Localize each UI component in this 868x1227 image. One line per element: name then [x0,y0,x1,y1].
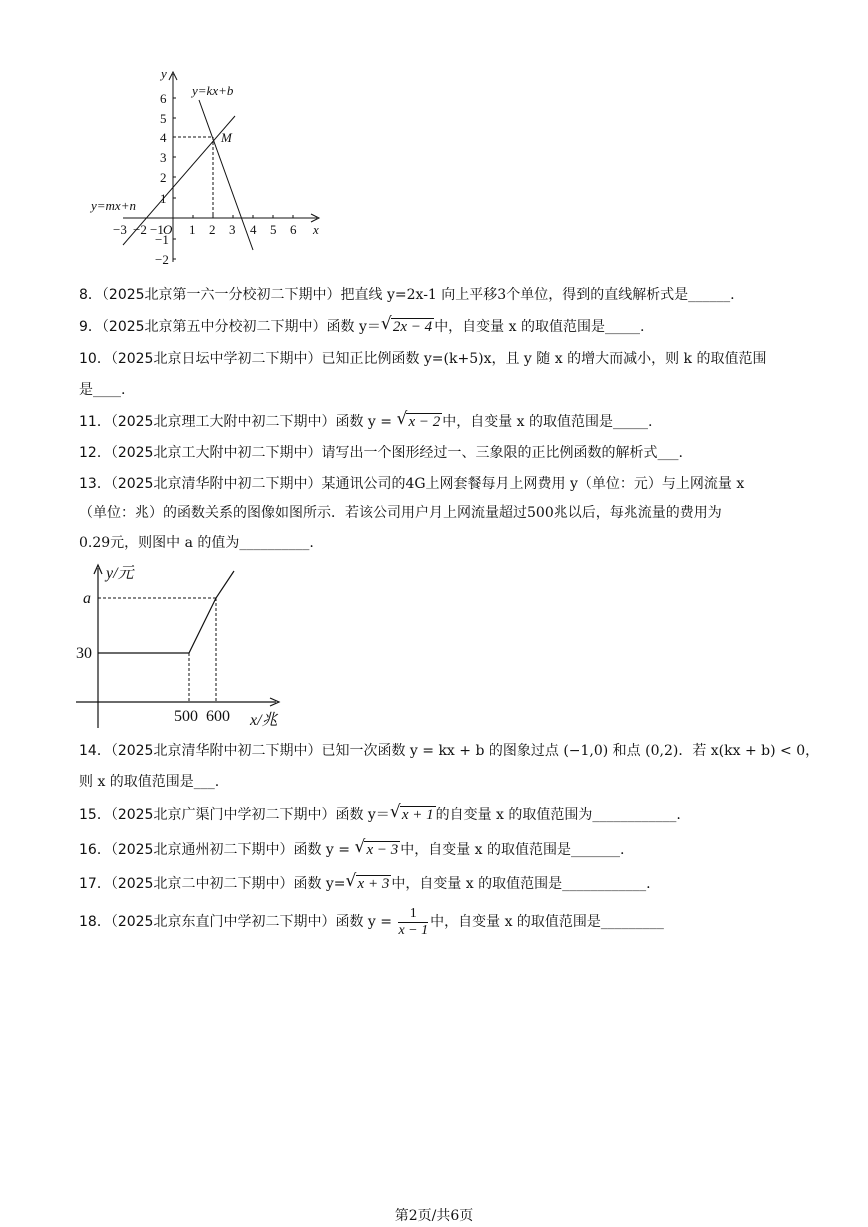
x-tick-3: 3 [229,222,236,237]
y-tick-neg1: −1 [155,232,169,247]
x-tick-6: 6 [290,222,297,237]
page-footer: 第2页/共6页 [394,1208,474,1224]
radicand: x + 1 [401,807,434,823]
question-9-post: 中，自变量 x 的取值范围是_____. [434,319,645,335]
x-label-500: 500 [174,708,198,725]
question-13-cont [79,503,722,523]
line-kx-plus-b-label: y=kx+b [192,83,234,98]
question-10-line1: 已知正比例函数 y=(k+5)x，且 y 随 x 的增大而减小，则 k 的取值范围 [321,351,767,367]
linear-functions-graph [85,62,335,272]
data-plan-graph [76,560,296,732]
question-11 [79,409,653,432]
question-12 [79,443,683,463]
x-tick-neg2: −2 [133,222,147,237]
numerator: 1 [398,906,428,923]
question-13 [79,474,744,494]
x-label-600: 600 [206,708,230,725]
question-17-source: 17．（2025北京二中初二下期中） [79,876,294,892]
line-kx-plus-b [199,100,253,250]
radicand: 2x − 4 [392,319,433,335]
question-9 [79,314,645,337]
y-tick-1: 1 [160,191,167,206]
y-label-a: a [83,590,91,607]
sqrt-expression: √ x − 3 [354,837,399,858]
sqrt-expression: √ x + 1 [389,802,434,823]
question-16-pre: 函数 y = [293,842,355,858]
question-14-source: 14．（2025北京清华附中初二下期中） [79,743,322,759]
question-9-source: 9．（2025北京第五中分校初二下期中） [79,319,327,335]
question-18-pre: 函数 y = [335,914,397,930]
question-17 [79,871,651,894]
question-8 [79,285,735,305]
x-tick-1: 1 [189,222,196,237]
question-13-line1: 某通讯公司的4G上网套餐每月上网费用 y（单位：元）与上网流量 x [321,476,745,492]
cost-line [98,571,234,653]
question-14-line1: 已知一次函数 y = kx + b 的图象过点 (−1,0) 和点 (0,2)．若 x(kx + b) < 0， [321,743,820,759]
question-18-post: 中，自变量 x 的取值范围是_________ [430,914,664,930]
origin-label: O [163,222,173,237]
question-15-post: 的自变量 x 的取值范围为____________. [435,807,681,823]
x-tick-5: 5 [270,222,277,237]
denominator: x − 1 [398,922,429,938]
question-17-pre: 函数 y= [293,876,346,892]
y-tick-4: 4 [160,130,167,145]
question-12-text: 请写出一个图形经过一、三象限的正比例函数的解析式___. [321,445,683,461]
question-10-source: 10．（2025北京日坛中学初二下期中） [79,351,322,367]
question-16-post: 中，自变量 x 的取值范围是_______. [400,842,625,858]
sqrt-expression: √ 2x − 4 [380,314,433,335]
question-10-cont [79,380,125,400]
question-13-source: 13．（2025北京清华附中初二下期中） [79,476,322,492]
x-axis-label: x/兆 [250,712,278,729]
fraction [398,906,428,939]
y-tick-3: 3 [160,150,167,165]
question-16 [79,837,625,860]
question-9-pre: 函数 y＝ [326,319,381,335]
question-17-post: 中，自变量 x 的取值范围是____________. [391,876,651,892]
x-tick-4: 4 [250,222,257,237]
question-10-line2: 是____. [79,382,126,398]
y-tick-neg2: −2 [155,252,169,267]
sqrt-expression: √ x + 3 [345,871,390,892]
question-16-source: 16．（2025北京通州初二下期中） [79,842,294,858]
radicand: x + 3 [357,876,390,892]
y-axis-label: y/元 [106,565,134,582]
y-tick-5: 5 [160,111,167,126]
x-tick-neg1: −1 [150,222,164,237]
point-m-label: M [221,130,232,145]
x-tick-2: 2 [209,222,216,237]
y-label-30: 30 [76,645,92,662]
question-11-source: 11．（2025北京理工大附中初二下期中） [79,414,336,430]
line-mx-plus-n-label: y=mx+n [91,198,136,213]
question-13-line3: 0.29元，则图中 a 的值为__________. [79,535,314,551]
radicand: x − 3 [366,842,399,858]
question-11-post: 中，自变量 x 的取值范围是_____. [442,414,653,430]
question-15-pre: 函数 y＝ [335,807,390,823]
x-axis-label: x [313,222,319,237]
question-10 [79,349,766,369]
question-8-source: 8．（2025北京第一六一分校初二下期中） [79,287,341,303]
question-13-cont2 [79,533,314,553]
y-axis-label: y [161,66,167,81]
question-15 [79,802,681,825]
sqrt-expression: √ x − 2 [396,409,441,430]
y-tick-6: 6 [160,91,167,106]
question-13-line2: （单位：兆）的函数关系的图像如图所示．若该公司用户月上网流量超过500兆以后，每兆流量的费用为 [79,505,722,521]
question-8-text: 把直线 y=2x-1 向上平移3个单位，得到的直线解析式是______. [340,287,735,303]
question-14 [79,741,819,761]
question-14-line2: 则 x 的取值范围是___. [79,774,220,790]
question-15-source: 15．（2025北京广渠门中学初二下期中） [79,807,336,823]
question-12-source: 12．（2025北京工大附中初二下期中） [79,445,322,461]
y-tick-2: 2 [160,170,167,185]
x-tick-neg3: −3 [113,222,127,237]
question-11-pre: 函数 y = [335,414,397,430]
radicand: x − 2 [408,414,441,430]
question-18-source: 18．（2025北京东直门中学初二下期中） [79,914,336,930]
question-14-cont [79,772,219,792]
question-18 [79,904,664,940]
